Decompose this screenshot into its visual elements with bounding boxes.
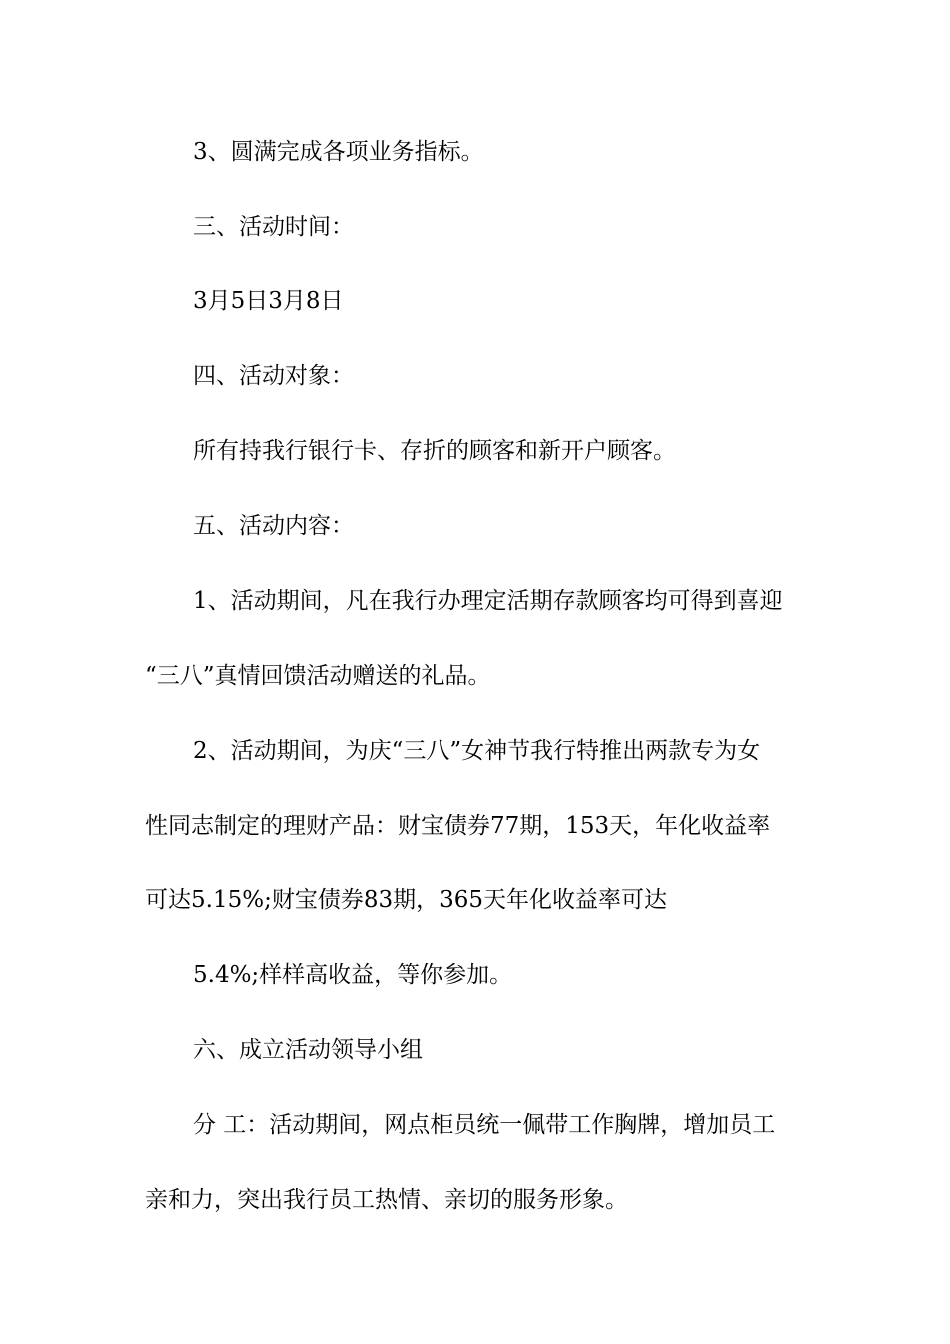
content-item-1-line-2: “三八”真情回馈活动赠送的礼品。 (145, 663, 491, 689)
section-heading-audience: 四、活动对象： (193, 363, 354, 389)
content-item-2-line-4: 5.4%;样样高收益，等你参加。 (193, 962, 513, 988)
content-item-2-line-3: 可达5.15%;财宝债券83期，365天年化收益率可达 (145, 887, 667, 913)
activity-dates: 3月5日3月8日 (193, 288, 344, 314)
content-item-2-line-1: 2、活动期间，为庆“三八”女神节我行特推出两款专为女 (193, 738, 761, 764)
audience-text: 所有持我行银行卡、存折的顾客和新开户顾客。 (193, 438, 676, 464)
division-text-line-2: 亲和力，突出我行员工热情、亲切的服务形象。 (145, 1187, 628, 1213)
section-heading-leadership: 六、成立活动领导小组 (193, 1037, 423, 1063)
goal-item-3: 3、圆满完成各项业务指标。 (193, 139, 484, 165)
content-item-2-line-2: 性同志制定的理财产品：财宝债券77期，153天，年化收益率 (145, 813, 771, 839)
section-heading-time: 三、活动时间： (193, 214, 354, 240)
division-text-line-1: 分 工：活动期间，网点柜员统一佩带工作胸牌，增加员工 (193, 1112, 776, 1138)
section-heading-content: 五、活动内容： (193, 513, 354, 539)
content-item-1-line-1: 1、活动期间，凡在我行办理定活期存款顾客均可得到喜迎 (193, 588, 783, 614)
